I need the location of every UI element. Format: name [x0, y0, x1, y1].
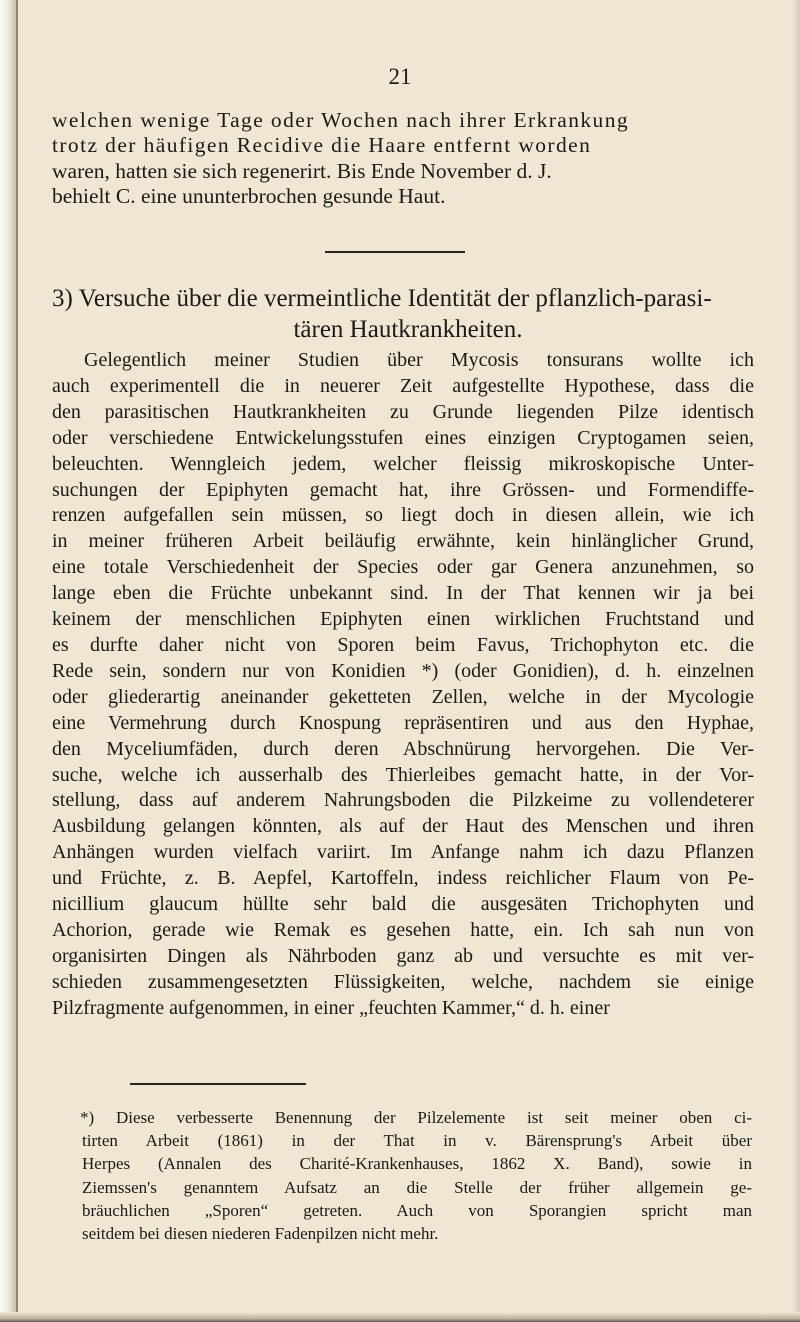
body-line: den Myceliumfäden, durch deren Abschnürung hervorgehen. Die Ver-: [52, 737, 754, 760]
page-binding-edge: [0, 0, 16, 1322]
intro-paragraph: [52, 108, 752, 210]
body-line: Rede sein, sondern nur von Konidien *) (oder Gonidien), d. h. einzelnen: [52, 659, 754, 682]
body-line: suchungen der Epiphyten gemacht hat, ihre Grössen- und Formendiffe-: [52, 478, 754, 501]
section-heading-line-1: 3) Versuche über die vermeintliche Identität der pflanzlich-parasi-: [52, 285, 712, 312]
body-line: oder gliederartig aneinander geketteten Zellen, welche in der Mycologie: [52, 685, 754, 708]
section-heading: [52, 283, 752, 345]
body-line: Achorion, gerade wie Remak es gesehen hatte, ein. Ich sah nun von: [52, 918, 754, 941]
intro-line: behielt C. eine ununterbrochen gesunde Haut.: [52, 184, 446, 209]
footnote-line: Ziemssen's genanntem Aufsatz an die Stelle der früher allgemein ge-: [82, 1177, 752, 1197]
body-line: den parasitischen Hautkrankheiten zu Grunde liegenden Pilze identisch: [52, 400, 754, 423]
footnote-line: *) Diese verbesserte Benennung der Pilzelemente ist seit meiner oben ci-: [80, 1108, 752, 1127]
body-line: nicillium glaucum hüllte sehr bald die ausgesäten Trichophyten und: [52, 893, 754, 916]
body-line: Ausbildung gelangen könnten, als auf der Haut des Menschen und ihren: [52, 815, 754, 838]
body-line: keinem der menschlichen Epiphyten einen wirklichen Fruchtstand und: [52, 608, 754, 631]
body-line: organisirten Dingen als Nährboden ganz ab und versuchte es mit ver-: [52, 944, 754, 967]
body-line: Anhängen wurden vielfach variirt. Im Anfange nahm ich dazu Pflanzen: [52, 841, 754, 864]
body-line: und Früchte, z. B. Aepfel, Kartoffeln, indess reichlicher Flaum von Pe-: [52, 867, 754, 890]
page-binding-line: [16, 0, 18, 1322]
intro-line: waren, hatten sie sich regenerirt. Bis Ende November d. J.: [52, 158, 552, 183]
footnote-line: Herpes (Annalen des Charité-Krankenhauses, 1862 X. Band), sowie in: [82, 1154, 752, 1174]
intro-line: welchen wenige Tage oder Wochen nach ihrer Erkrankung: [52, 108, 630, 132]
body-line: schieden zusammengesetzten Flüssigkeiten, welche, nachdem sie einige: [52, 970, 754, 993]
body-line: eine totale Verschiedenheit der Species oder gar Genera anzunehmen, so: [52, 556, 754, 579]
page-number: 21: [388, 64, 412, 89]
body-line: stellung, dass auf anderem Nahrungsboden die Pilzkeime zu vollendeterer: [52, 789, 754, 812]
body-line: auch experimentell die in neuerer Zeit aufgestellte Hypothese, dass die: [52, 374, 754, 397]
footnote-line: bräuchlichen „Sporen“ getreten. Auch von Sporangien spricht man: [82, 1200, 752, 1220]
footnote: [52, 1106, 752, 1245]
body-line: es durfte daher nicht von Sporen beim Favus, Trichophyton etc. die: [52, 633, 754, 656]
intro-line: trotz der häufigen Recidive die Haare entfernt worden: [52, 133, 592, 158]
body-line: Pilzfragmente aufgenommen, in einer „feuchten Kammer,“ d. h. einer: [52, 996, 610, 1019]
body-paragraph: [52, 348, 754, 1022]
page-bottom-edge: [0, 1312, 800, 1322]
footnote-divider: [130, 1083, 306, 1085]
page-right-shadow: [792, 0, 800, 1322]
body-line: oder verschiedene Entwickelungsstufen eines einzigen Cryptogamen seien,: [52, 426, 754, 449]
body-line: lange eben die Früchte unbekannt sind. In der That kennen wir ja bei: [52, 582, 754, 605]
body-line: Gelegentlich meiner Studien über Mycosis tonsurans wollte ich: [84, 349, 754, 371]
section-divider: [325, 251, 465, 253]
footnote-line: seitdem bei diesen niederen Fadenpilzen nicht mehr.: [82, 1224, 439, 1244]
body-line: beleuchten. Wenngleich jedem, welcher fleissig mikroskopische Unter-: [52, 452, 754, 475]
body-line: in meiner früheren Arbeit beiläufig erwähnte, kein hinlänglicher Grund,: [52, 530, 754, 553]
footnote-line: tirten Arbeit (1861) in der That in v. Bärensprung's Arbeit über: [82, 1131, 752, 1151]
body-line: suche, welche ich ausserhalb des Thierleibes gemacht hatte, in der Vor-: [52, 763, 754, 786]
section-heading-line-2: tären Hautkrankheiten.: [293, 316, 523, 343]
body-line: eine Vermehrung durch Knospung repräsentiren und aus den Hyphae,: [52, 711, 754, 734]
body-line: renzen aufgefallen sein müssen, so liegt doch in diesen allein, wie ich: [52, 504, 754, 527]
